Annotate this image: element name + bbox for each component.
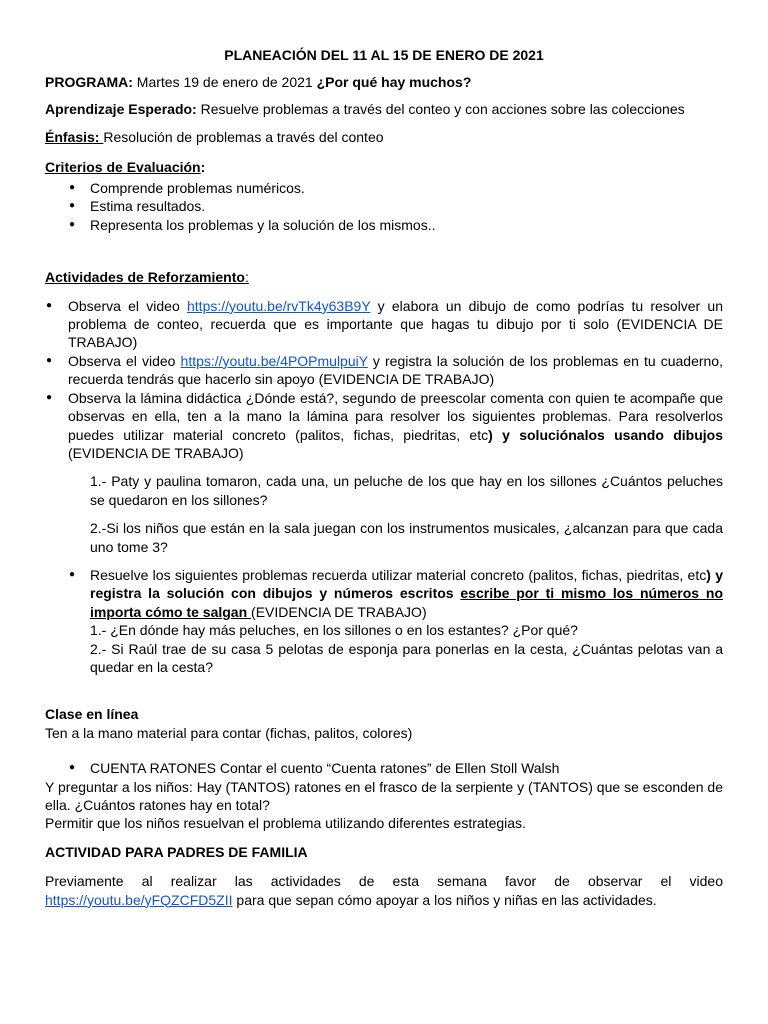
refuerzo-item-2 bbox=[45, 352, 723, 389]
resuelve-text: Resuelve los siguientes problemas recuerda utilizar material concreto (palitos, fichas, piedritas, etc bbox=[90, 566, 707, 583]
problem-2: 2.-Si los niños que están en la sala juegan con los instrumentos musicales, ¿alcanzan para que cada uno tome 3? bbox=[90, 520, 723, 555]
refuerzo-list bbox=[45, 297, 723, 463]
refuerzo-item-3-evidence: (EVIDENCIA DE TRABAJO) bbox=[68, 444, 244, 461]
refuerzo-item-1-text: Observa el video bbox=[68, 297, 187, 314]
padres-rest: para que sepan cómo apoyar a los niños y niñas en las actividades. bbox=[232, 891, 657, 908]
resuelve-bold: ) y registra la solución con dibujos y números escritos bbox=[90, 566, 723, 602]
problem-1: 1.- Paty y paulina tomaron, cada una, un peluche de los que hay en los sillones ¿Cuántos peluches se quedaron en los sillones? bbox=[90, 473, 723, 508]
padres-heading: ACTIVIDAD PARA PADRES DE FAMILIA bbox=[45, 843, 308, 860]
programa-name: ¿Por qué hay muchos? bbox=[316, 74, 472, 91]
clase-line-1: Ten a la mano material para contar (fichas, palitos, colores) bbox=[45, 724, 413, 741]
clase-heading: Clase en línea bbox=[45, 706, 139, 723]
refuerzo-item-3-bold: ) y soluciónalos usando dibujos bbox=[488, 426, 723, 443]
resuelve-question-2: 2.- Si Raúl trae de su casa 5 pelotas de esponja para ponerlas en la cesta, ¿Cuántas pelotas van a quedar en la cesta? bbox=[90, 640, 723, 675]
refuerzo-heading bbox=[45, 268, 723, 286]
refuerzo-item-2-text: Observa el video bbox=[68, 352, 181, 369]
clase-line-3: Permitir que los niños resuelvan el problema utilizando diferentes estrategias. bbox=[45, 815, 526, 832]
refuerzo-item-1-rest: y elabora un dibujo de como podrías tu resolver un problema de conteo, recuerda que es importante que hagas tu dibujo por ti solo (EVIDENCIA DE TRABAJO) bbox=[68, 297, 723, 351]
clase-line-2: Y preguntar a los niños: Hay (TANTOS) ratones en el frasco de la serpiente y (TANTOS) que se esconden de ella. ¿Cuántos ratones hay en total? bbox=[45, 778, 723, 813]
programa-label: PROGRAMA: bbox=[45, 74, 133, 91]
video-link-1[interactable]: https://youtu.be/rvTk4y63B9Y bbox=[187, 297, 371, 314]
criterio-item: ● Comprende problemas numéricos. bbox=[45, 179, 723, 197]
padres-text: Previamente al realizar las actividades de esta semana favor de observar el video bbox=[45, 873, 723, 890]
criterio-item: ● Estima resultados. bbox=[45, 197, 723, 215]
video-link-3[interactable]: https://youtu.be/yFQZCFD5ZII bbox=[45, 891, 233, 908]
refuerzo-label: Actividades de Reforzamiento bbox=[45, 269, 245, 286]
enfasis-label: Énfasis: bbox=[45, 129, 100, 146]
clase-list bbox=[45, 759, 723, 777]
video-link-2[interactable]: https://youtu.be/4POPmulpuiY bbox=[180, 352, 368, 369]
refuerzo-item-2-rest: y registra la solución de los problemas en tu cuaderno, recuerda tendrás que hacerlo sin apoyo (EVIDENCIA DE TRABAJO) bbox=[68, 352, 723, 388]
resuelve-underlined: escribe por ti mismo los números no importa cómo te salgan bbox=[90, 585, 723, 620]
aprendizaje-label: Aprendizaje Esperado: bbox=[45, 100, 197, 117]
aprendizaje-paragraph bbox=[45, 100, 723, 118]
programa-date: Martes 19 de enero de 2021 bbox=[132, 74, 317, 91]
aprendizaje-text: Resuelve problemas a través del conteo y con acciones sobre las colecciones bbox=[196, 100, 685, 117]
refuerzo-item-3 bbox=[45, 389, 723, 463]
resuelve-item bbox=[45, 566, 723, 621]
clase-item: ● CUENTA RATONES Contar el cuento “Cuenta ratones” de Ellen Stoll Walsh bbox=[45, 759, 723, 777]
document-page bbox=[45, 46, 723, 909]
criterios-colon: : bbox=[200, 158, 206, 175]
enfasis-text: Resolución de problemas a través del conteo bbox=[103, 129, 384, 146]
refuerzo-item-3-text: Observa la lámina didáctica ¿Dónde está?, segundo de preescolar comenta con quien te acompañe que observas en ella, ten a la mano la lámina para resolver los siguientes problemas. Para resolverlos puedes utilizar material concreto (palitos, fichas, piedritas, etc bbox=[68, 389, 723, 443]
criterio-item: ● Representa los problemas y la solución de los mismos.. bbox=[45, 216, 723, 234]
document-title: PLANEACIÓN DEL 11 AL 15 DE ENERO DE 2021 bbox=[224, 47, 544, 63]
programa-line bbox=[45, 73, 723, 91]
refuerzo-colon: : bbox=[244, 269, 249, 286]
padres-paragraph bbox=[45, 872, 723, 909]
criterios-label: Criterios de Evaluación bbox=[45, 158, 201, 175]
resuelve-list bbox=[45, 566, 723, 621]
resuelve-evidence: (EVIDENCIA DE TRABAJO) bbox=[251, 603, 427, 620]
resuelve-question-1: 1.- ¿En dónde hay más peluches, en los sillones o en los estantes? ¿Por qué? bbox=[90, 622, 578, 639]
enfasis-line bbox=[45, 128, 723, 146]
criterios-heading bbox=[45, 158, 723, 176]
criterios-list bbox=[45, 179, 723, 234]
refuerzo-item-1 bbox=[45, 297, 723, 352]
